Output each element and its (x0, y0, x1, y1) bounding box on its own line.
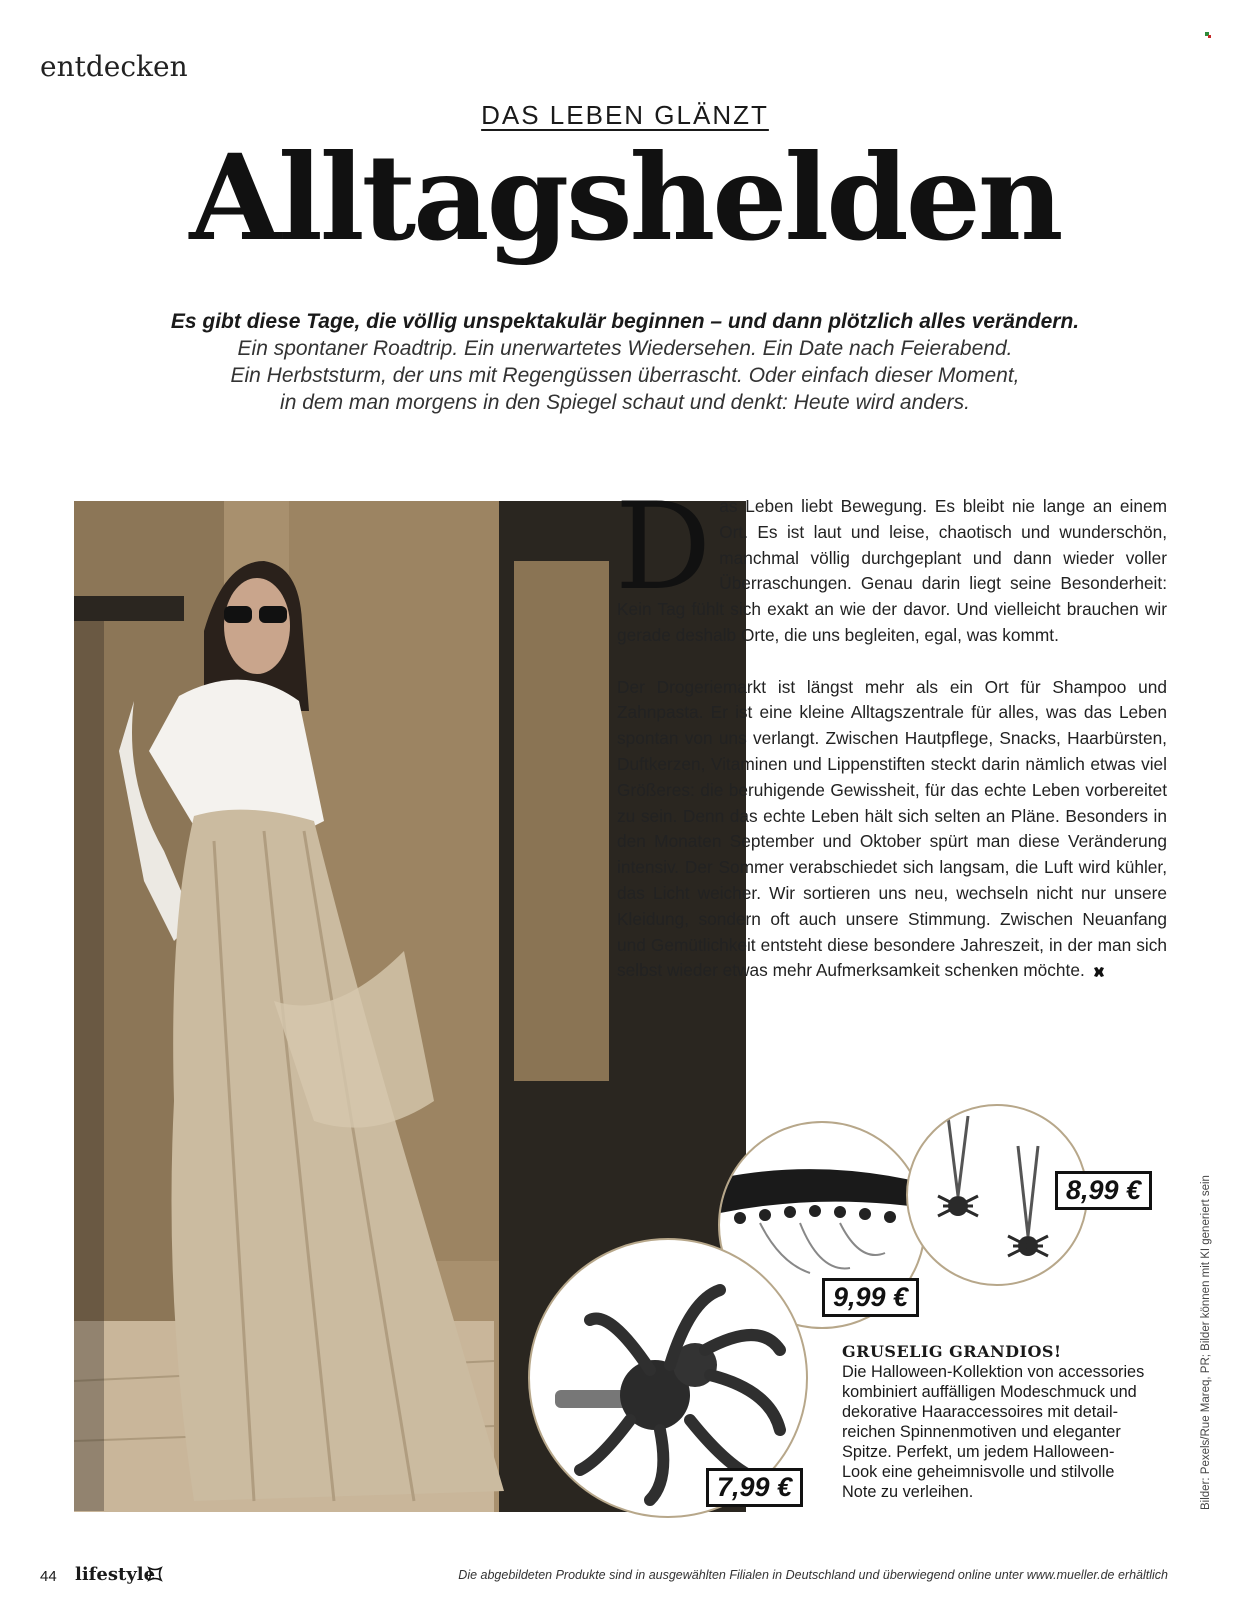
product-box-text: Die Halloween-Kollektion von accessories kombiniert auffälligen Modeschmuck und dekorative Haaraccessoires mit detail- reichen Spinnenmotiven und eleganter Spitze. Perfekt, um jedem Halloween- Look eine geheimnisvolle und stilvolle Note zu verleihen. (842, 1363, 1145, 1501)
price-tag-clip: 7,99 € (706, 1468, 803, 1507)
article-body (615, 478, 1167, 984)
image-credit: Bilder: Pexels/Rue Mareq, PR; Bilder können mit KI generiert sein (1200, 1175, 1212, 1510)
magazine-name: lifestyle (75, 1564, 156, 1585)
lead-text (0, 308, 1250, 416)
section-label: entdecken (40, 50, 188, 83)
lead-bold: Es gibt diese Tage, die völlig unspektakulär beginnen – und dann plötzlich alles verändern. (170, 310, 1080, 333)
drop-cap: D (615, 478, 712, 617)
article-paragraph: Der Drogeriemarkt ist längst mehr als ein Ort für Shampoo und Zahnpasta. Er ist eine kleine Alltagszentrale für alles, was das Leben spontan von uns verlangt. Zwischen Hautpflege, Snacks, Haarbürsten, Duftkerzen, Vitaminen und Lippenstiften steckt darin nämlich etwas viel Größeres: die beruhigende Gewissheit, für das echte Leben vorbereitet zu sein. Denn das echte Leben hält sich selten an Pläne. Besonders in den Monaten September und Oktober spürt man diese Veränderung intensiv. Der Sommer verabschiedet sich langsam, die Luft wird kühler, das Licht weicher. Wir sortieren uns neu, wechseln nicht nur unsere Kleidung, sondern oft auch unsere Stimmung. Zwischen Neuanfang und Gemütlichkeit entsteht diese besondere Jahreszeit, in der man sich selbst wieder etwas mehr Aufmerksamkeit schenken möchte. (617, 676, 1167, 981)
end-mark-icon (1093, 966, 1105, 978)
article-paragraph: Das Leben liebt Bewegung. Es bleibt nie lange an einem Ort. Es ist laut und leise, chaotisch und wunderschön, manchmal völlig durchgeplant und dann wieder voller Überraschungen. Genau darin liegt seine Besonderheit: Kein Tag fühlt sich exakt an wie der davor. Und vielleicht brauchen wir gerade deshalb Orte, die uns begleiten, egal, was kommt. (615, 478, 1167, 645)
lead-line: Ein spontaner Roadtrip. Ein unerwartetes Wiedersehen. Ein Date nach Feierabend. (237, 337, 1013, 360)
footer-disclaimer: Die abgebildeten Produkte sind in ausgewählten Filialen in Deutschland und überwiegend online unter www.mueller.de erhältlich (458, 1568, 1168, 1582)
brand-mark-icon (1203, 30, 1213, 40)
headline: Alltagshelden (189, 128, 1061, 267)
product-box-title: GRUSELIG GRANDIOS! (842, 1342, 1062, 1361)
lifestyle-logo-icon (147, 1566, 163, 1582)
kicker: DAS LEBEN GLÄNZT (481, 100, 769, 130)
price-tag-earrings: 8,99 € (1055, 1171, 1152, 1210)
lead-line: in dem man morgens in den Spiegel schaut und denkt: Heute wird anders. (280, 391, 970, 414)
price-tag-necklace: 9,99 € (822, 1278, 919, 1317)
lead-line: Ein Herbststurm, der uns mit Regengüssen überrascht. Oder einfach dieser Moment, (230, 364, 1020, 387)
page-number: 44 (40, 1568, 57, 1585)
